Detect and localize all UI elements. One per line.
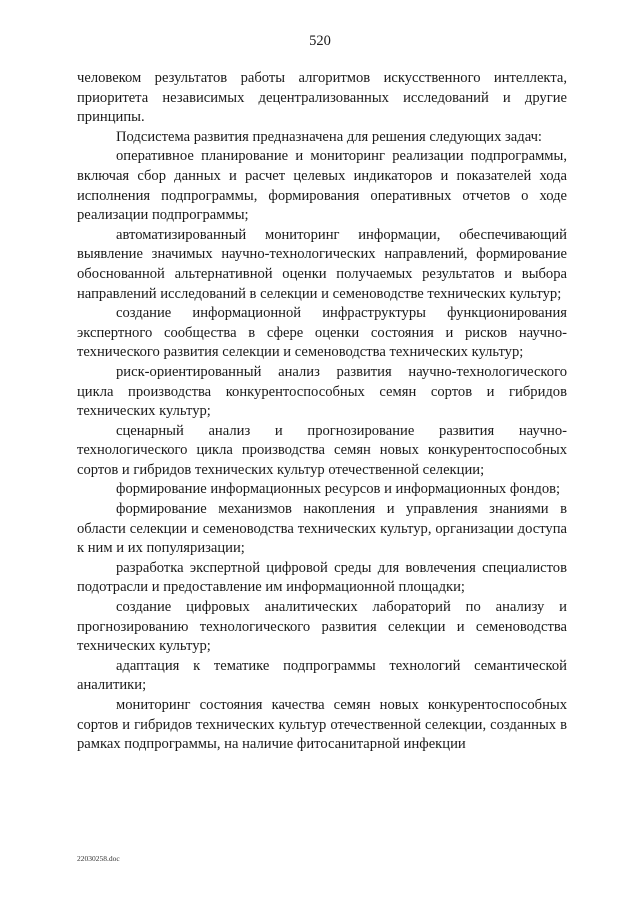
paragraph-task-9: создание цифровых аналитических лабораторий по анализу и прогнозированию технологического развития селекции и семеноводства технических культур; — [77, 599, 567, 655]
paragraph-task-8: разработка экспертной цифровой среды для вовлечения специалистов подотрасли и предоставление им информационной площадки; — [77, 559, 567, 596]
paragraph-task-4: риск-ориентированный анализ развития научно-технологического цикла производства конкурентоспособных семян сортов и гибридов технических культур; — [77, 363, 567, 420]
paragraph-intro: Подсистема развития предназначена для решения следующих задач: — [116, 128, 542, 145]
paragraph-continuation: человеком результатов работы алгоритмов искусственного интеллекта, приоритета независимых децентрализованных исследований и другие принципы. — [77, 70, 567, 126]
paragraph-task-2: автоматизированный мониторинг информации, обеспечивающий выявление значимых научно-технологических направлений, формирование обоснованной альтернативной оценки получаемых результатов и выбора направлений исследований в селекции и семеноводстве технических культур; — [77, 226, 567, 302]
paragraph-task-11: мониторинг состояния качества семян новых конкурентоспособных сортов и гибридов технических культур отечественной селекции, созданных в рамках подпрограммы, на наличие фитосанитарной инфекции — [77, 697, 567, 753]
paragraph-task-3: создание информационной инфраструктуры функционирования экспертного сообщества в сфере оценки состояния и рисков научно-технического развития селекции и семеноводства технических культур; — [77, 305, 567, 361]
paragraph-task-7: формирование механизмов накопления и управления знаниями в области селекции и семеноводства технических культур, организации доступа к ним и их популяризации; — [77, 501, 567, 557]
page-number: 520 — [309, 33, 331, 49]
document-footer-filename: 22030258.doc — [77, 854, 120, 863]
document-body — [77, 69, 567, 755]
paragraph-task-1: оперативное планирование и мониторинг реализации подпрограммы, включая сбор данных и расчет целевых индикаторов и показателей хода исполнения подпрограммы, формирования оперативных отчетов о ходе реализации подпрограммы; — [77, 148, 567, 224]
paragraph-task-5: сценарный анализ и прогнозирование развития научно-технологического цикла производства семян новых конкурентоспособных сортов и гибридов технических культур отечественной селекции; — [77, 422, 567, 478]
paragraph-task-10: адаптация к тематике подпрограммы технологий семантической аналитики; — [77, 657, 567, 694]
paragraph-task-6: формирование информационных ресурсов и информационных фондов; — [116, 481, 561, 498]
